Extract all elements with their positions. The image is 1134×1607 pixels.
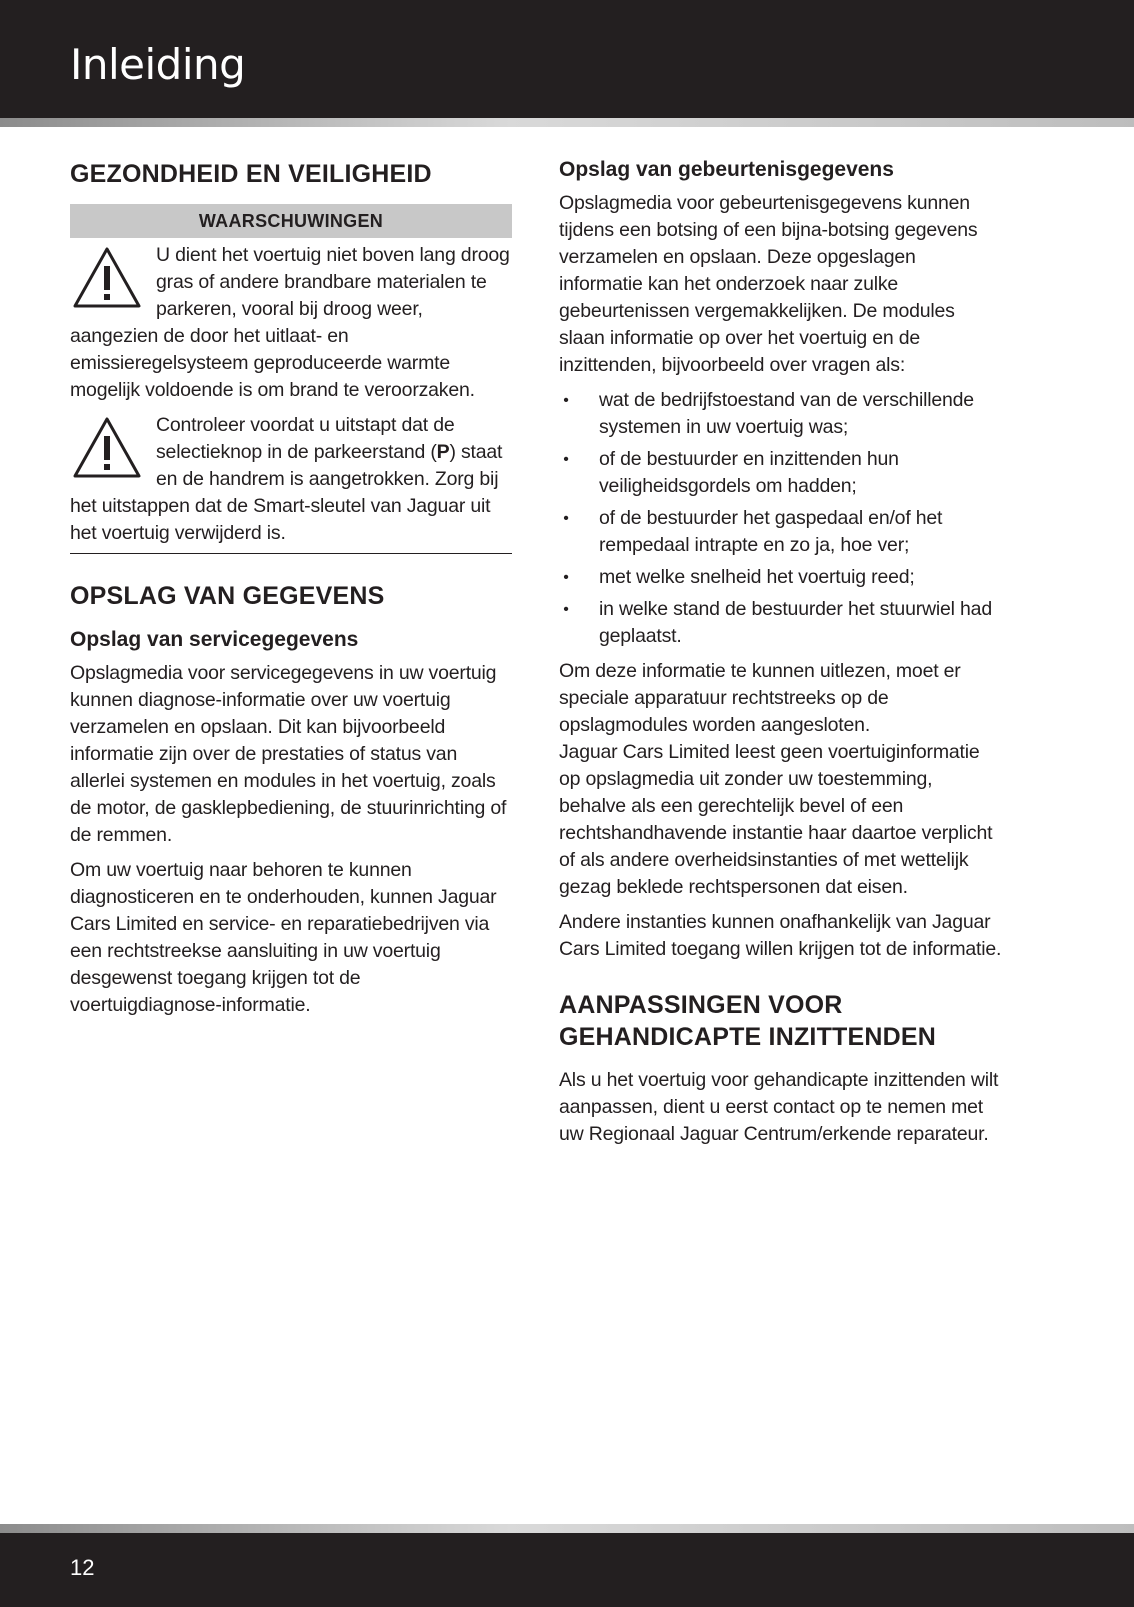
page-title: Inleiding <box>70 40 246 89</box>
warning-block <box>70 242 512 404</box>
warning-text: U dient het voertuig niet boven lang droog gras of andere brandbare materialen te parkeren, vooral bij droog weer, aangezien de door het uitlaat- en emissieregelsysteem geproduceerde warmte mogelijk voldoende is om brand te veroorzaken. <box>70 244 510 401</box>
paragraph: Opslagmedia voor gebeurtenisgegevens kunnen tijdens een botsing of een bijna-botsing gegevens verzamelen en opslaan. Deze opgeslagen informatie kan het onderzoek naar zulke gebeurtenissen vergemakkelijken. De modules slaan informatie op over het voertuig en de inzittenden, bijvoorbeeld over vragen als: <box>559 192 978 376</box>
left-column <box>70 150 512 1027</box>
subsection-title-service-data: Opslag van servicegegevens <box>70 628 359 651</box>
section-title-health-safety: GEZONDHEID EN VEILIGHEID <box>70 160 432 188</box>
section-title-disabled-adaptations: AANPASSINGEN VOOR GEHANDICAPTE INZITTENDEN <box>559 991 937 1051</box>
list-item: • in welke stand de bestuurder het stuurwiel had geplaatst. <box>559 596 1004 650</box>
paragraph: Opslagmedia voor servicegegevens in uw voertuig kunnen diagnose-informatie over uw voertuig verzamelen en opslaan. Dit kan bijvoorbeeld informatie zijn over de prestaties of status van allerlei systemen en modules in het voertuig, zoals de motor, de gasklepbediening, de stuurinrichting of de remmen. <box>70 662 507 846</box>
paragraph: Om uw voertuig naar behoren te kunnen diagnosticeren en te onderhouden, kunnen Jaguar Cars Limited en service- en reparatiebedrijven via een rechtstreekse aansluiting in uw voertuig desgewenst toegang krijgen tot de voertuigdiagnose-informatie. <box>70 859 497 1016</box>
warning-block <box>70 412 512 554</box>
bullet-icon: • <box>563 451 569 468</box>
page-number: 12 <box>70 1555 95 1580</box>
warning-triangle-icon <box>72 416 142 480</box>
list-item: • of de bestuurder het gaspedaal en/of het rempedaal intrapte en zo ja, hoe ver; <box>559 505 1004 559</box>
warnings-label: WAARSCHUWINGEN <box>70 204 512 238</box>
header-divider <box>0 118 1134 127</box>
list-item: • met welke snelheid het voertuig reed; <box>559 564 1004 591</box>
list-item: • of de bestuurder en inzittenden hun veiligheidsgordels om hadden; <box>559 446 1004 500</box>
page-footer <box>0 1533 1134 1607</box>
warning-triangle-icon <box>72 246 142 310</box>
section-title-data-storage: OPSLAG VAN GEGEVENS <box>70 582 385 610</box>
right-column <box>559 150 1004 1156</box>
paragraph: Als u het voertuig voor gehandicapte inzittenden wilt aanpassen, dient u eerst contact op te nemen met uw Regionaal Jaguar Centrum/erkende reparateur. <box>559 1069 999 1145</box>
bullet-icon: • <box>563 392 569 409</box>
bullet-icon: • <box>563 510 569 527</box>
paragraph: Om deze informatie te kunnen uitlezen, moet er speciale apparatuur rechtstreeks op de opslagmodules worden aangesloten. <box>559 660 961 736</box>
paragraph: Jaguar Cars Limited leest geen voertuiginformatie op opslagmedia uit zonder uw toestemming, behalve als een gerechtelijk bevel of een rechtshandhavende instantie haar daartoe verplicht of als andere overheidsinstanties of met wettelijk gezag beklede rechtspersonen dat eisen. <box>559 741 993 898</box>
bullet-list <box>559 387 1004 650</box>
footer-divider <box>0 1524 1134 1533</box>
page-header <box>0 0 1134 118</box>
list-item: • wat de bedrijfstoestand van de verschillende systemen in uw voertuig was; <box>559 387 1004 441</box>
bullet-icon: • <box>563 601 569 618</box>
warning-text: Controleer voordat u uitstapt dat de selectieknop in de parkeerstand (P) staat en de handrem is aangetrokken. Zorg bij het uitstappen dat de Smart-sleutel van Jaguar uit het voertuig verwijderd is. <box>70 414 503 544</box>
bullet-icon: • <box>563 569 569 586</box>
subsection-title-event-data: Opslag van gebeurtenisgegevens <box>559 158 894 181</box>
paragraph: Andere instanties kunnen onafhankelijk van Jaguar Cars Limited toegang willen krijgen tot de informatie. <box>559 911 1002 960</box>
